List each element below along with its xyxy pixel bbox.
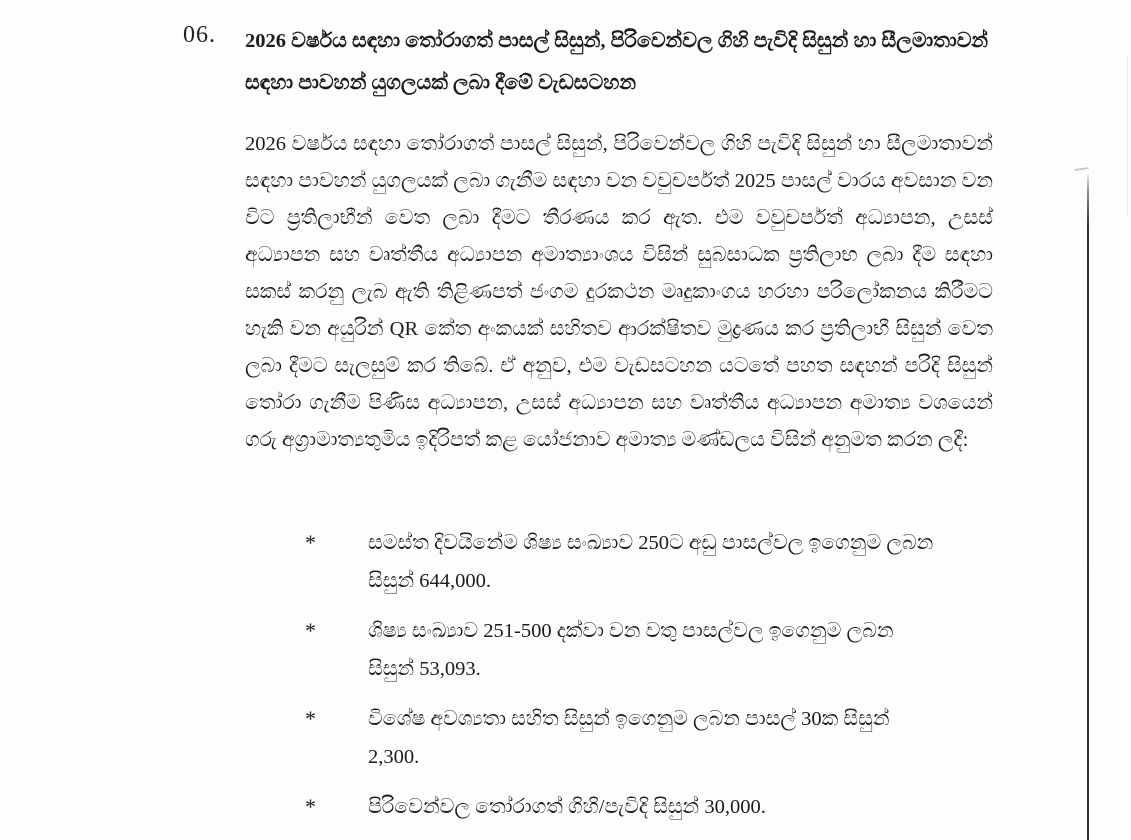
scan-edge-line — [1087, 172, 1089, 840]
bullet-item-1 — [305, 524, 945, 600]
bullet-item-4 — [305, 788, 945, 826]
item-number: 06. — [183, 22, 216, 48]
bullet-text: ශිෂ්‍ය සංඛ්‍යාව 251-500 දක්වා වන වතු පාසල්වල ඉගෙනුම ලබන සිසුන් 53,093. — [368, 620, 894, 680]
bullet-item-2 — [305, 612, 945, 688]
bullet-list — [305, 524, 945, 838]
asterisk-bullet-icon: * — [305, 706, 316, 731]
body-paragraph: 2026 වර්ෂය සඳහා තෝරාගත් පාසල් සිසුන්, පිරිවෙන්වල ගිහි පැවිදි සිසුන් හා සීලමාතාවන් සඳහා පාවහන් යුගලයක් ලබා ගැනීම සඳහා වන වවුචර්පත් 2025 පාසල් වාරය අවසාන වන විට ප්‍රතිලාභීන් වෙත ලබා දීමට තීරණය කර ඇත. එම වවුචර්පත් අධ්‍යාපන, උසස් අධ්‍යාපන සහ වෘත්තීය අධ්‍යාපන අමාත්‍යාංශය විසින් සුබසාධක ප්‍රතිලාභ ලබා දීම සඳහා සකස් කරනු ලැබ ඇති තිළිණපත් ජංගම දුරකථන මෘදුකාංගය හරහා පරිලෝකනය කිරීමට හැකි වන අයුරින් QR කේත අංකයක් සහිතව ආරක්ෂිතව මුද්‍රණය කර ප්‍රතිලාභී සිසුන් වෙත ලබා දීමට සැලසුම් කර තිබේ. ඒ අනුව, එම වැඩසටහන යටතේ පහත සඳහන් පරිදි සිසුන් තෝරා ගැනීම පිණිස අධ්‍යාපන, උසස් අධ්‍යාපන සහ වෘත්තීය අධ්‍යාපන අමාත්‍ය වශයෙන් ගරු අග්‍රාමාත්‍යතුමිය ඉදිරිපත් කළ යෝජනාව අමාත්‍ය මණ්ඩලය විසින් අනුමත කරන ලදී: — [245, 133, 993, 451]
bullet-text: සමස්ත දිවයිනේම ශිෂ්‍ය සංඛ්‍යාව 250ට අඩු පාසල්වල ඉගෙනුම ලබන සිසුන් 644,000. — [368, 532, 934, 592]
bullet-text: විශේෂ අවශ්‍යතා සහිත සිසුන් ඉගෙනුම ලබන පාසල් 30ක සිසුන් 2,300. — [368, 708, 890, 768]
bullet-item-3 — [305, 700, 945, 776]
paper-edge-artifact — [1127, 55, 1128, 215]
asterisk-bullet-icon: * — [305, 794, 316, 819]
asterisk-bullet-icon: * — [305, 530, 316, 555]
section-heading: 2026 වර්ෂය සඳහා තෝරාගත් පාසල් සිසුන්, පිරිවෙන්වල ගිහි පැවිදි සිසුන් හා සීලමාතාවන් සඳහා පාවහන් යුගලයක් ලබා දීමේ වැඩසටහන — [245, 30, 989, 94]
asterisk-bullet-icon: * — [305, 618, 316, 643]
bullet-text: පිරිවෙන්වල තෝරාගත් ගිහි/පැවිදි සිසුන් 30,000. — [368, 796, 766, 818]
